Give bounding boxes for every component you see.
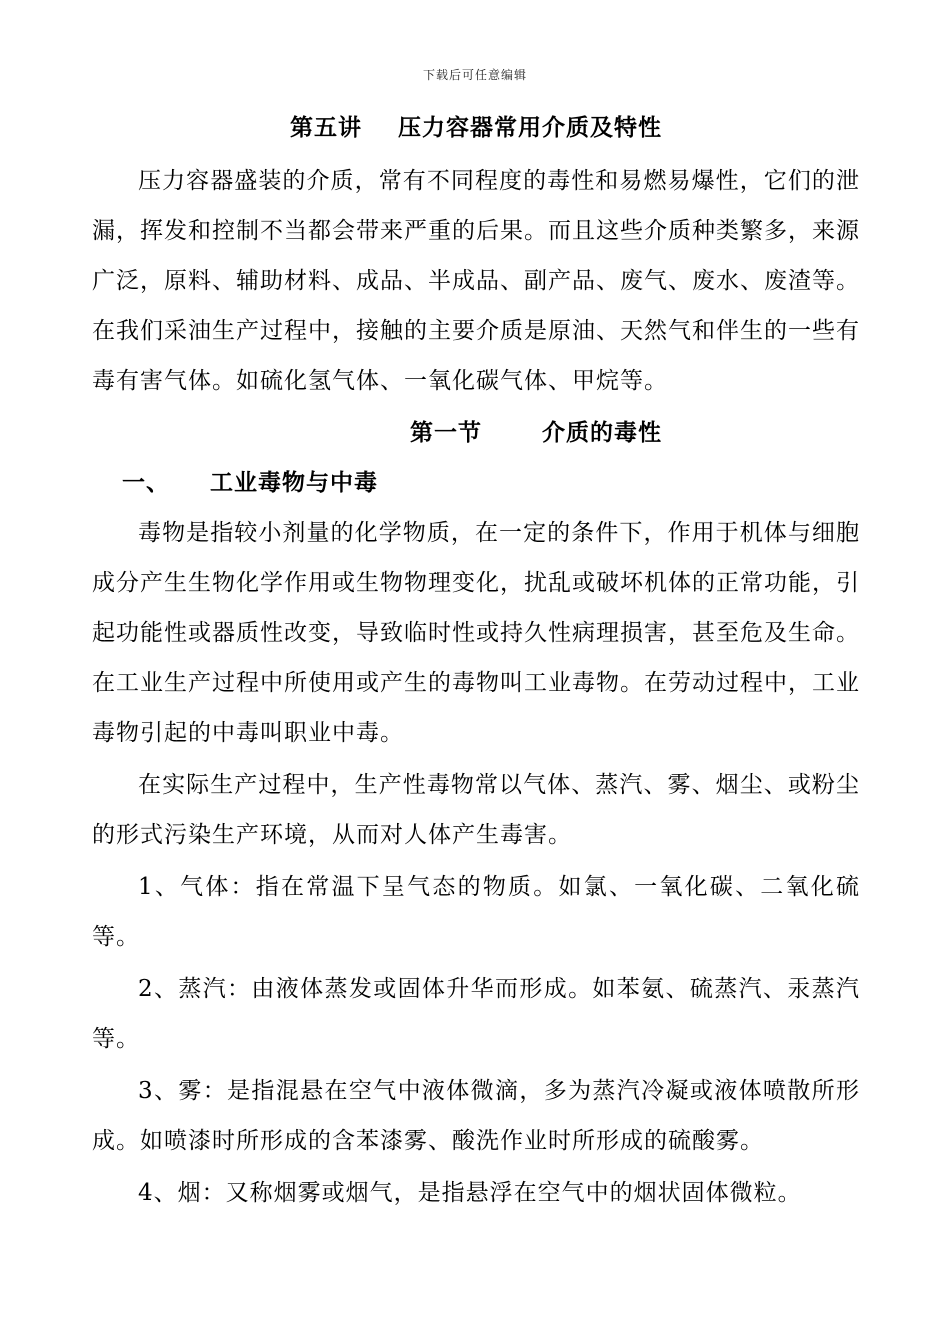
intro-paragraph: 压力容器盛装的介质，常有不同程度的毒性和易燃易爆性，它们的泄漏，挥发和控制不当都会带来严重的后果。而且这些介质种类繁多，来源广泛，原料、辅助材料、成品、半成品、副产品、废气、废水、废渣等。在我们采油生产过程中，接触的主要介质是原油、天然气和伴生的一些有毒有害气体。如硫化氢气体、一氧化碳气体、甲烷等。 bbox=[92, 168, 860, 394]
section-title bbox=[92, 408, 860, 458]
subsection-title-text: 工业毒物与中毒 bbox=[210, 469, 378, 496]
list-item-smoke: 4、烟：又称烟雾或烟气，是指悬浮在空气中的烟状固体微粒。 bbox=[138, 1180, 802, 1206]
list-item-vapor: 2、蒸汽：由液体蒸发或固体升华而形成。如苯氨、硫蒸汽、汞蒸汽等。 bbox=[92, 976, 860, 1052]
lecture-title bbox=[92, 108, 860, 148]
body-paragraph: 毒物是指较小剂量的化学物质，在一定的条件下，作用于机体与细胞成分产生生物化学作用或生物物理变化，扰乱或破坏机体的正常功能，引起功能性或器质性改变，导致临时性或持久性病理损害，甚至危及生命。在工业生产过程中所使用或产生的毒物叫工业毒物。在劳动过程中，工业毒物引起的中毒叫职业中毒。 bbox=[92, 520, 860, 746]
subsection-title bbox=[92, 458, 860, 508]
document-body bbox=[92, 108, 860, 1218]
lecture-number: 第五讲 bbox=[290, 114, 362, 141]
section-number: 第一节 bbox=[410, 419, 482, 446]
lecture-title-text: 压力容器常用介质及特性 bbox=[398, 114, 662, 141]
header-note: 下载后可任意编辑 bbox=[422, 68, 527, 82]
list-item-gas: 1、气体：指在常温下呈气态的物质。如氯、一氧化碳、二氧化硫等。 bbox=[92, 874, 860, 950]
body-paragraph: 在实际生产过程中，生产性毒物常以气体、蒸汽、雾、烟尘、或粉尘的形式污染生产环境，从而对人体产生毒害。 bbox=[92, 772, 860, 848]
list-item-mist: 3、雾：是指混悬在空气中液体微滴，多为蒸汽冷凝或液体喷散所形成。如喷漆时所形成的含苯漆雾、酸洗作业时所形成的硫酸雾。 bbox=[92, 1078, 860, 1154]
subsection-number: 一、 bbox=[122, 469, 170, 496]
section-title-text: 介质的毒性 bbox=[542, 419, 662, 446]
